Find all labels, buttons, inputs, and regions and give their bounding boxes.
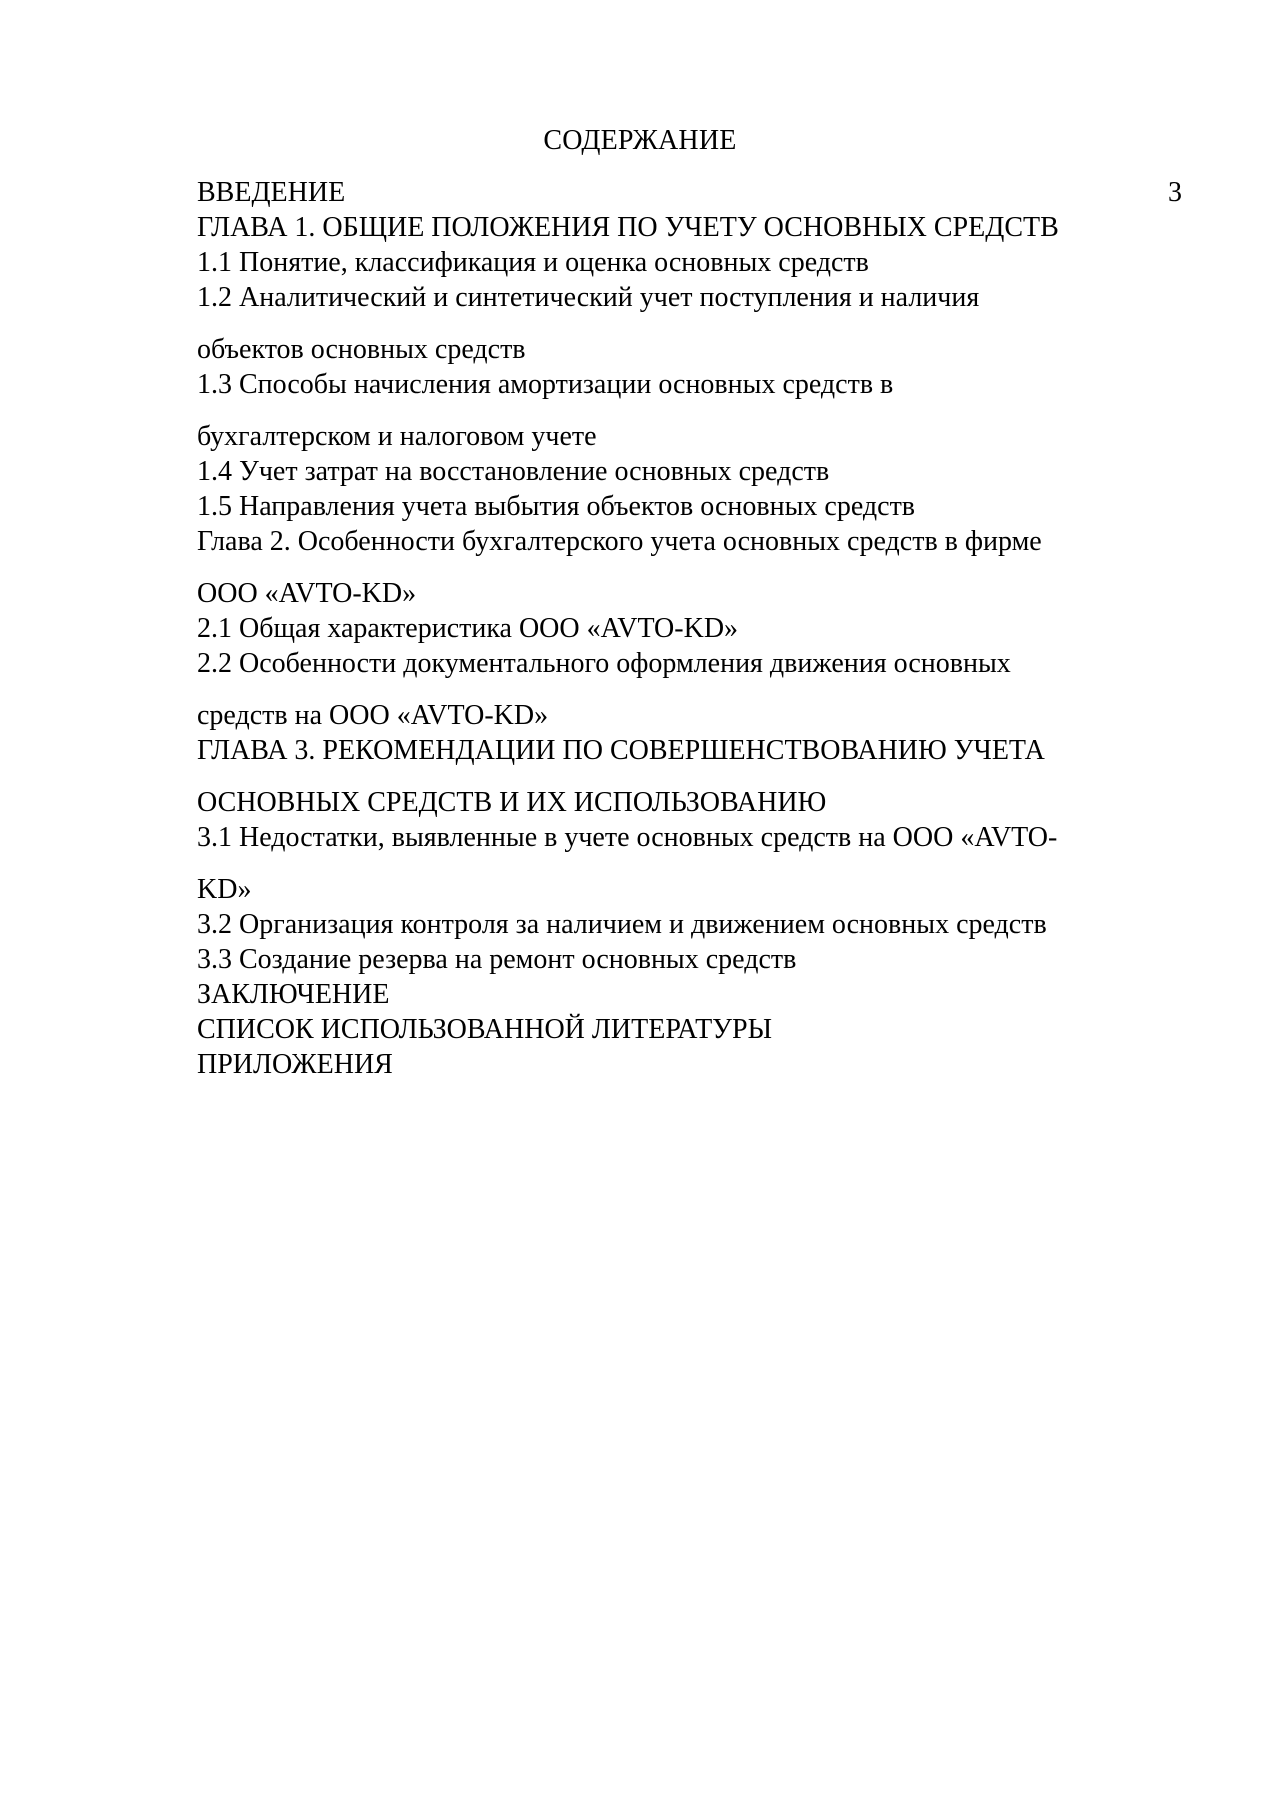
toc-entry-introduction xyxy=(197,175,1182,210)
toc-entry-line: ГЛАВА 1. ОБЩИЕ ПОЛОЖЕНИЯ ПО УЧЕТУ ОСНОВНЫХ СРЕДСТВ xyxy=(197,212,1059,243)
toc-entry-section-1-5 xyxy=(197,489,1182,524)
toc-entry-line: СПИСОК ИСПОЛЬЗОВАННОЙ ЛИТЕРАТУРЫ xyxy=(197,1014,772,1045)
toc-entry-line: 3.2 Организация контроля за наличием и движением основных средств xyxy=(197,909,1047,940)
table-of-contents xyxy=(197,175,1182,1082)
toc-entry-references xyxy=(197,1012,1182,1047)
toc-entry-section-3-3 xyxy=(197,942,1182,977)
toc-entry-section-2-1 xyxy=(197,611,1182,646)
toc-entry-line-continued: средств на ООО «AVTO-KD» xyxy=(197,700,549,731)
toc-entry-line: ПРИЛОЖЕНИЯ xyxy=(197,1049,393,1080)
page-title: СОДЕРЖАНИЕ xyxy=(543,125,737,156)
toc-entry-line-continued: ООО «AVTO-KD» xyxy=(197,578,417,609)
toc-entry-chapter-3 xyxy=(197,733,1182,820)
toc-entry-line: 3.3 Создание резерва на ремонт основных средств xyxy=(197,944,797,975)
toc-entry-chapter-1 xyxy=(197,210,1182,245)
toc-entry-line: ВВЕДЕНИЕ xyxy=(197,177,346,208)
toc-entry-line: 1.2 Аналитический и синтетический учет поступления и наличия xyxy=(197,282,980,313)
toc-entry-line: 1.1 Понятие, классификация и оценка основных средств xyxy=(197,247,869,278)
toc-entry-line: 3.1 Недостатки, выявленные в учете основных средств на ООО «AVTO- xyxy=(197,822,1058,853)
toc-entry-line: 1.5 Направления учета выбытия объектов основных средств xyxy=(197,491,916,522)
toc-entry-appendices xyxy=(197,1047,1182,1082)
toc-entry-line: 2.1 Общая характеристика ООО «AVTO-KD» xyxy=(197,613,739,644)
toc-entry-line-continued: ОСНОВНЫХ СРЕДСТВ И ИХ ИСПОЛЬЗОВАНИЮ xyxy=(197,787,827,818)
toc-entry-line: 1.3 Способы начисления амортизации основных средств в xyxy=(197,369,894,400)
toc-entry-chapter-2 xyxy=(197,524,1182,611)
toc-entry-line: 2.2 Особенности документального оформления движения основных xyxy=(197,648,1011,679)
toc-entry-line-continued: объектов основных средств xyxy=(197,334,526,365)
toc-entry-section-3-1 xyxy=(197,820,1182,907)
toc-entry-section-1-2 xyxy=(197,280,1182,367)
toc-entry-section-1-1 xyxy=(197,245,1182,280)
toc-entry-section-3-2 xyxy=(197,907,1182,942)
toc-entry-line: ГЛАВА 3. РЕКОМЕНДАЦИИ ПО СОВЕРШЕНСТВОВАНИЮ УЧЕТА xyxy=(197,735,1045,766)
toc-entry-section-1-3 xyxy=(197,367,1182,454)
toc-entry-line-continued: KD» xyxy=(197,874,252,905)
toc-entry-section-2-2 xyxy=(197,646,1182,733)
toc-page-number: 3 xyxy=(1168,177,1182,208)
toc-entry-line: Глава 2. Особенности бухгалтерского учета основных средств в фирме xyxy=(197,526,1042,557)
toc-entry-section-1-4 xyxy=(197,454,1182,489)
toc-entry-line-continued: бухгалтерском и налоговом учете xyxy=(197,421,597,452)
toc-entry-line: ЗАКЛЮЧЕНИЕ xyxy=(197,979,390,1010)
toc-entry-line: 1.4 Учет затрат на восстановление основных средств xyxy=(197,456,830,487)
toc-entry-conclusion xyxy=(197,977,1182,1012)
